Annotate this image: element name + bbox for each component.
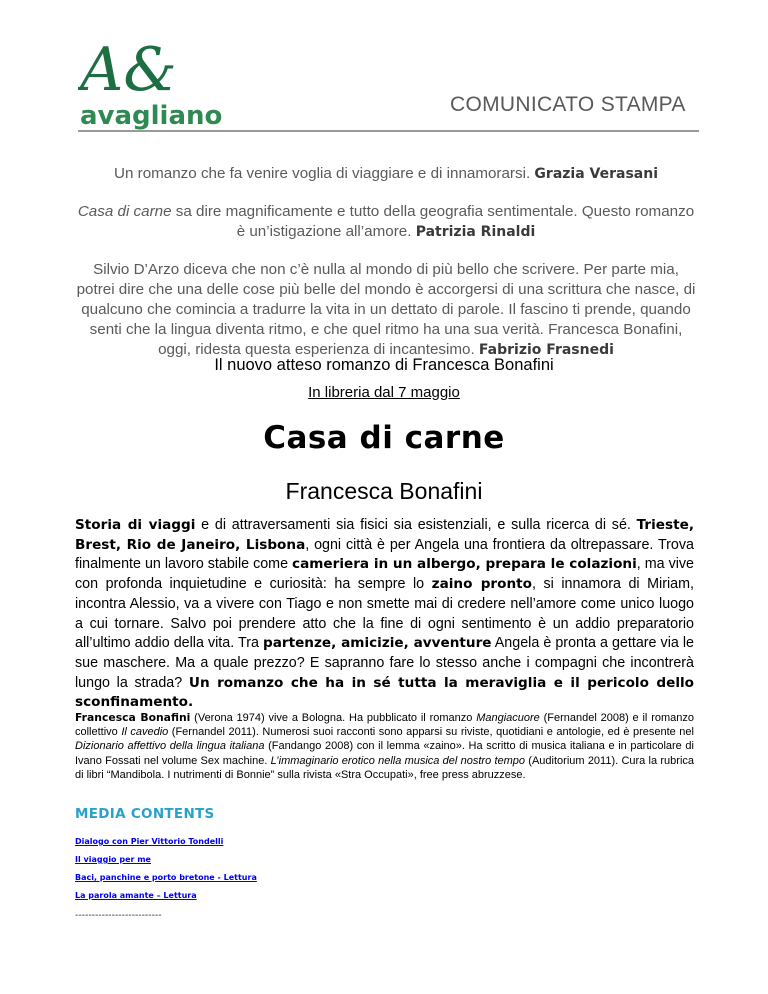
press-release-label: COMUNICATO STAMPA bbox=[450, 93, 686, 116]
bio-run: (Fernandel 2011). Numerosi suoi racconti sono apparsi su riviste, quotidiani e antologie, ed è presente nel bbox=[168, 726, 694, 739]
endorsements bbox=[72, 164, 700, 378]
media-contents-heading: MEDIA CONTENTS bbox=[75, 806, 215, 822]
media-links bbox=[75, 833, 257, 905]
header-divider bbox=[78, 130, 699, 132]
bio-run: Il cavedio bbox=[121, 726, 169, 739]
bio-run: (Fandango 2008) con il lemma «zaino». Ha scritto di musica italiana e in particolare di Ivano Fossati nel volume Sex machine. bbox=[75, 740, 694, 767]
author-bio bbox=[75, 711, 694, 782]
bio-run: Francesca Bonafini bbox=[75, 711, 191, 724]
media-link[interactable]: La parola amante – Lettura bbox=[75, 891, 197, 900]
bio-run: Mangiacuore bbox=[476, 712, 540, 724]
body-run: , ogni città è per Angela una frontiera da oltrepassare. Trova finalmente un lavoro stabile come bbox=[75, 536, 694, 573]
endorsement-2: Casa di carne sa dire magnificamente e tutto della geografia sentimentale. Questo romanzo è un’istigazione all’amore. Patrizia Rinaldi bbox=[77, 203, 695, 240]
endorsement-3: Silvio D’Arzo diceva che non c’è nulla al mondo di più bello che scrivere. Per parte mia, potrei dire che una delle cose più belle del mondo è accorgersi di una scrittura che nasce, di qualcuno che comincia a tradurre la vita in un dettato di parole. Il fascino ti prende, quando senti che la lingua diventa ritmo, e che quel ritmo ha una sua verità. Francesca Bonafini, oggi, ridesta questa esperienza di incantesimo. Fabrizio Frasnedi bbox=[76, 261, 696, 358]
logo-wordmark: avagliano bbox=[80, 101, 223, 130]
bio-run: L’immaginario erotico nella musica del nostro tempo bbox=[270, 754, 526, 767]
subtitle: Il nuovo atteso romanzo di Francesca Bonafini bbox=[214, 356, 554, 374]
endorsement-author: Grazia Verasani bbox=[534, 166, 658, 182]
avagliano-logo bbox=[78, 38, 248, 130]
body-run: Un romanzo che ha in sé tutta la meraviglia e il pericolo dello sconfinamento. bbox=[75, 674, 694, 711]
body-run: Angela è pronta a gettare via le sue maschere. Ma a quale prezzo? E sapranno fare lo stesso anche i compagni che incontrerà lungo la strada? bbox=[75, 635, 695, 691]
synopsis bbox=[75, 516, 694, 713]
endorsement-author: Fabrizio Frasnedi bbox=[478, 342, 614, 358]
book-title: Casa di carne bbox=[263, 420, 505, 456]
body-run: partenze, amicizie, avventure bbox=[262, 635, 492, 652]
bio-run: (Auditorium 2011). Cura la rubrica di libri “Mandibola. I nutrimenti di Bonnie” sulla rivista «Stra Occupati», free press abruzzese. bbox=[75, 754, 695, 781]
body-run: , si innamora di Miriam, incontra Alessio, va a vivere con Tiago e non smette mai di credere nell’amore come unico luogo a cui tornare. Salvo poi prendere atto che la fine di ogni sentimento è un addio preparatorio all’ultimo addio della vita. Tra bbox=[75, 576, 694, 652]
bio-run: (Fernandel 2008) e il romanzo collettivo bbox=[75, 712, 694, 739]
endorsement-author: Patrizia Rinaldi bbox=[415, 224, 536, 240]
bio-run: (Verona 1974) vive a Bologna. Ha pubblicato il romanzo bbox=[190, 712, 477, 724]
logo-monogram: A& bbox=[80, 38, 177, 105]
media-link[interactable]: Il viaggio per me bbox=[75, 855, 151, 864]
body-run: , ma vive con profonda inquietudine e curiosità: ha sempre lo bbox=[75, 556, 694, 593]
book-author: Francesca Bonafini bbox=[285, 478, 483, 504]
body-run: Storia di viaggi bbox=[75, 517, 196, 533]
endorsement-1: Un romanzo che fa venire voglia di viaggiare e di innamorarsi. Grazia Verasani bbox=[114, 165, 658, 182]
body-run: e di attraversamenti sia fisici sia esistenziali, e sulla ricerca di sé. bbox=[195, 517, 637, 533]
media-link[interactable]: Dialogo con Pier Vittorio Tondelli bbox=[75, 837, 224, 846]
release-date: In libreria dal 7 maggio bbox=[308, 384, 460, 401]
body-run: zaino pronto bbox=[431, 576, 532, 593]
footer-separator: -------------------------- bbox=[75, 910, 162, 921]
body-run: cameriera in un albergo, prepara le colazioni bbox=[292, 556, 637, 573]
media-link[interactable]: Baci, panchine e porto bretone - Lettura bbox=[75, 873, 257, 882]
bio-run: Dizionario affettivo della lingua italiana bbox=[75, 740, 265, 753]
body-run: Trieste, Brest, Rio de Janeiro, Lisbona bbox=[75, 517, 694, 553]
